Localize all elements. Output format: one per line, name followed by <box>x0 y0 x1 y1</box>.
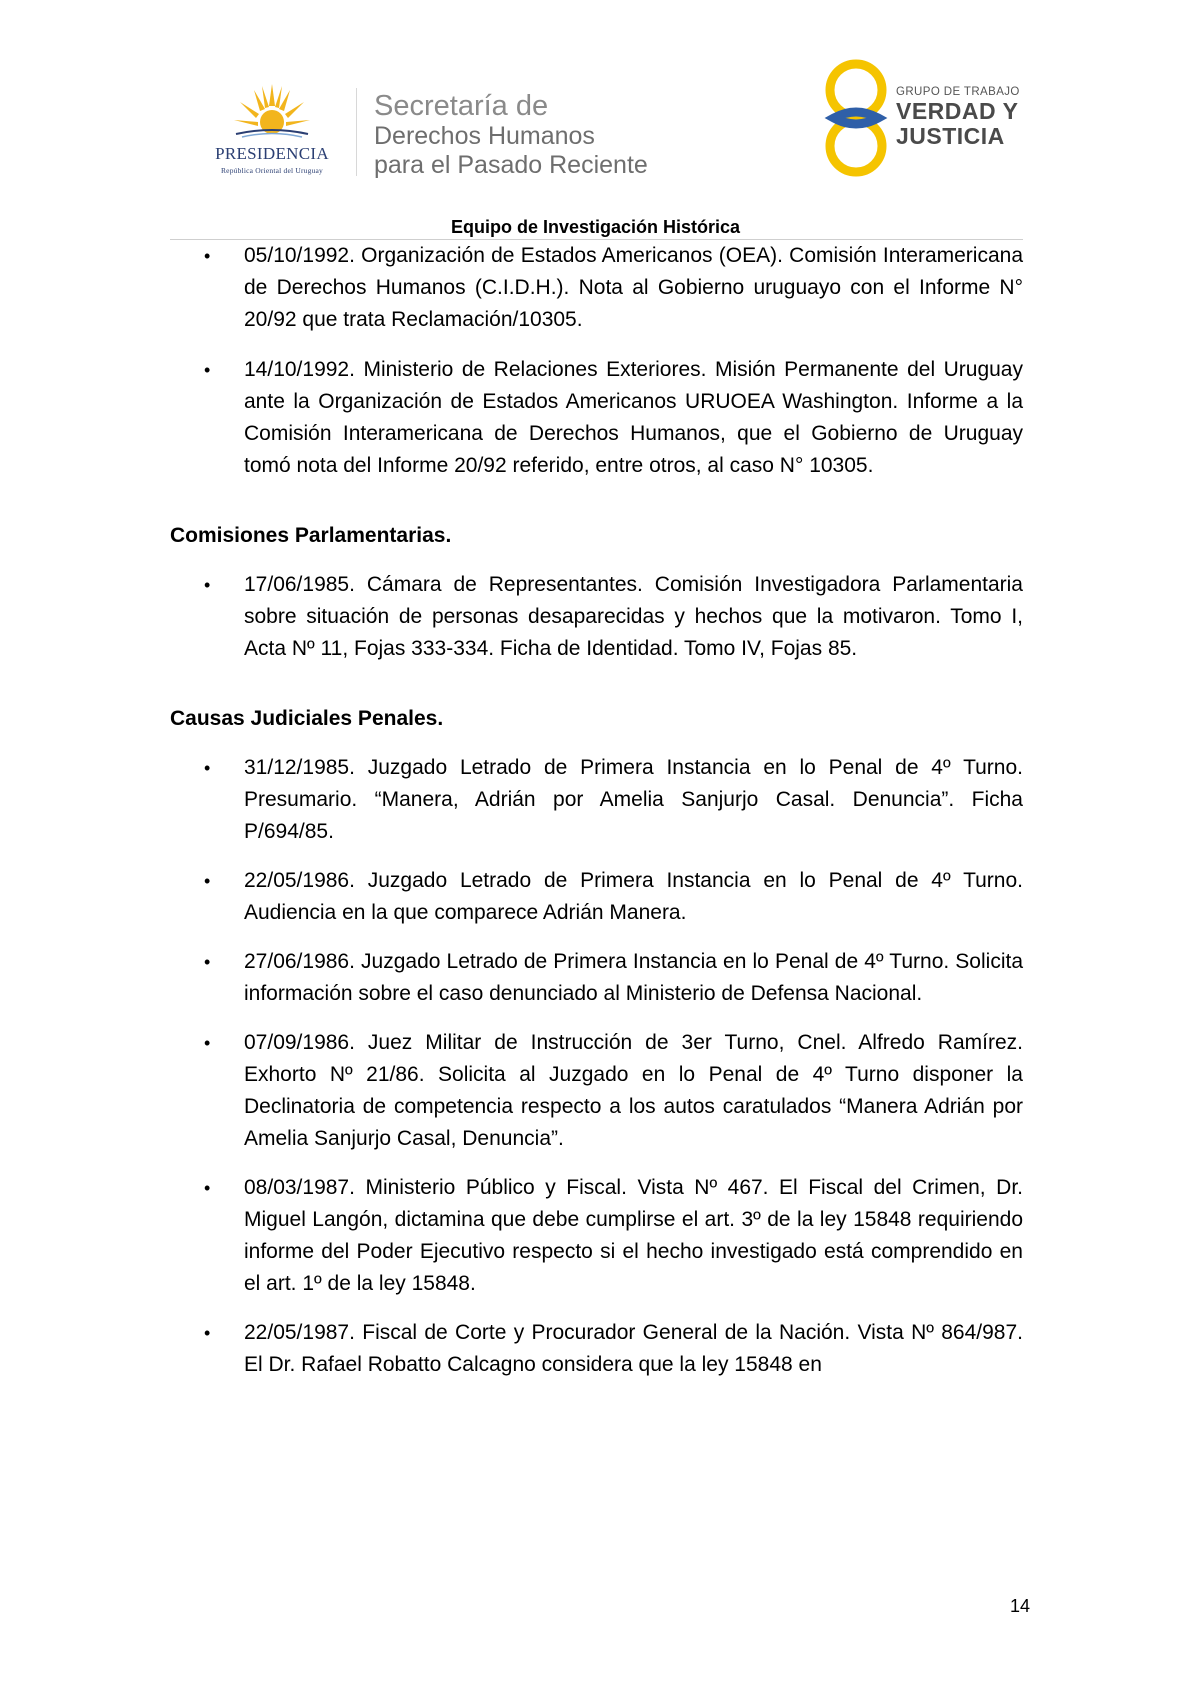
grupo-trabajo-text <box>896 86 1020 148</box>
list-item-text: 08/03/1987. Ministerio Público y Fiscal. Vista Nº 467. El Fiscal del Crimen, Dr. Miguel Langón, dictamina que debe cumplirse el art. 3º de la ley 15848 requiriendo informe del Poder Ejecutivo respecto si el hecho investigado está comprendido en el art. 1º de la ley 15848. <box>244 1176 1023 1295</box>
list-item <box>170 1027 1023 1155</box>
bullet-icon: • <box>204 871 211 891</box>
page-header <box>0 0 1191 240</box>
secretaria-line-3: para el Pasado Reciente <box>374 151 648 179</box>
grupo-line-1: GRUPO DE TRABAJO <box>896 86 1020 98</box>
intro-list <box>170 240 1023 482</box>
list-item <box>170 1172 1023 1300</box>
section-heading: Causas Judiciales Penales. <box>170 707 444 730</box>
list-item <box>170 569 1023 665</box>
list-item-text: 17/06/1985. Cámara de Representantes. Comisión Investigadora Parlamentaria sobre situación de personas desaparecidas y hechos que la motivaron. Tomo I, Acta Nº 11, Fojas 333-334. Ficha de Identidad. Tomo IV, Fojas 85. <box>244 573 1023 660</box>
grupo-line-2: VERDAD Y <box>896 98 1019 124</box>
list-item-text: 22/05/1987. Fiscal de Corte y Procurador General de la Nación. Vista Nº 864/987. El Dr. Rafael Robatto Calcagno considera que la ley 15848 en <box>244 1321 1023 1376</box>
bullet-icon: • <box>204 1033 211 1053</box>
section-list <box>170 752 1023 1381</box>
list-item <box>170 1317 1023 1381</box>
presidencia-name: PRESIDENCIA <box>215 144 329 163</box>
sun-icon <box>232 82 312 138</box>
page-number: 14 <box>1009 1596 1030 1616</box>
sections <box>170 520 1023 1381</box>
team-title: Equipo de Investigación Histórica <box>450 217 741 237</box>
list-item-text: 05/10/1992. Organización de Estados Americanos (OEA). Comisión Interamericana de Derechos Humanos (C.I.D.H.). Nota al Gobierno uruguayo con el Informe N° 20/92 que trata Reclamación/10305. <box>244 244 1023 331</box>
list-item-text: 14/10/1992. Ministerio de Relaciones Exteriores. Misión Permanente del Uruguay ante la Organización de Estados Americanos URUOEA Washington. Informe a la Comisión Interamericana de Derechos Humanos, que el Gobierno de Uruguay tomó nota del Informe 20/92 referido, entre otros, al caso N° 10305. <box>244 358 1023 477</box>
bullet-icon: • <box>204 246 211 266</box>
bullet-icon: • <box>204 952 211 972</box>
list-item-text: 22/05/1986. Juzgado Letrado de Primera Instancia en lo Penal de 4º Turno. Audiencia en la que comparece Adrián Manera. <box>244 869 1023 924</box>
list-item-text: 31/12/1985. Juzgado Letrado de Primera Instancia en lo Penal de 4º Turno. Presumario. “Manera, Adrián por Amelia Sanjurjo Casal. Denuncia”. Ficha P/694/85. <box>244 756 1023 843</box>
document-body <box>170 240 1023 1381</box>
list-item-text: 07/09/1986. Juez Militar de Instrucción de 3er Turno, Cnel. Alfredo Ramírez. Exhorto Nº 21/86. Solicita al Juzgado en lo Penal de 4º Turno disponer la Declinatoria de competencia respecto a los autos caratulados “Manera Adrián por Amelia Sanjurjo Casal, Denuncia”. <box>244 1031 1023 1150</box>
presidencia-logo <box>196 82 348 178</box>
grupo-line-3: JUSTICIA <box>896 123 1005 149</box>
bullet-icon: • <box>204 1323 211 1343</box>
logo-divider <box>356 88 357 176</box>
presidencia-subtitle: República Oriental del Uruguay <box>220 166 323 175</box>
section-list <box>170 569 1023 665</box>
bullet-icon: • <box>204 360 211 380</box>
list-item <box>170 946 1023 1010</box>
list-item-text: 27/06/1986. Juzgado Letrado de Primera Instancia en lo Penal de 4º Turno. Solicita información sobre el caso denunciado al Ministerio de Defensa Nacional. <box>244 950 1023 1005</box>
bullet-icon: • <box>204 1178 211 1198</box>
rings-icon <box>820 56 892 180</box>
list-item <box>170 354 1023 482</box>
secretaria-logo <box>374 90 648 180</box>
list-item <box>170 752 1023 848</box>
list-item <box>170 240 1023 336</box>
section-heading: Comisiones Parlamentarias. <box>170 524 452 547</box>
bullet-icon: • <box>204 758 211 778</box>
bullet-icon: • <box>204 575 211 595</box>
list-item <box>170 865 1023 929</box>
secretaria-line-2: Derechos Humanos <box>374 122 595 150</box>
secretaria-line-1: Secretaría de <box>374 90 549 122</box>
verdad-justicia-logo <box>820 56 1030 180</box>
